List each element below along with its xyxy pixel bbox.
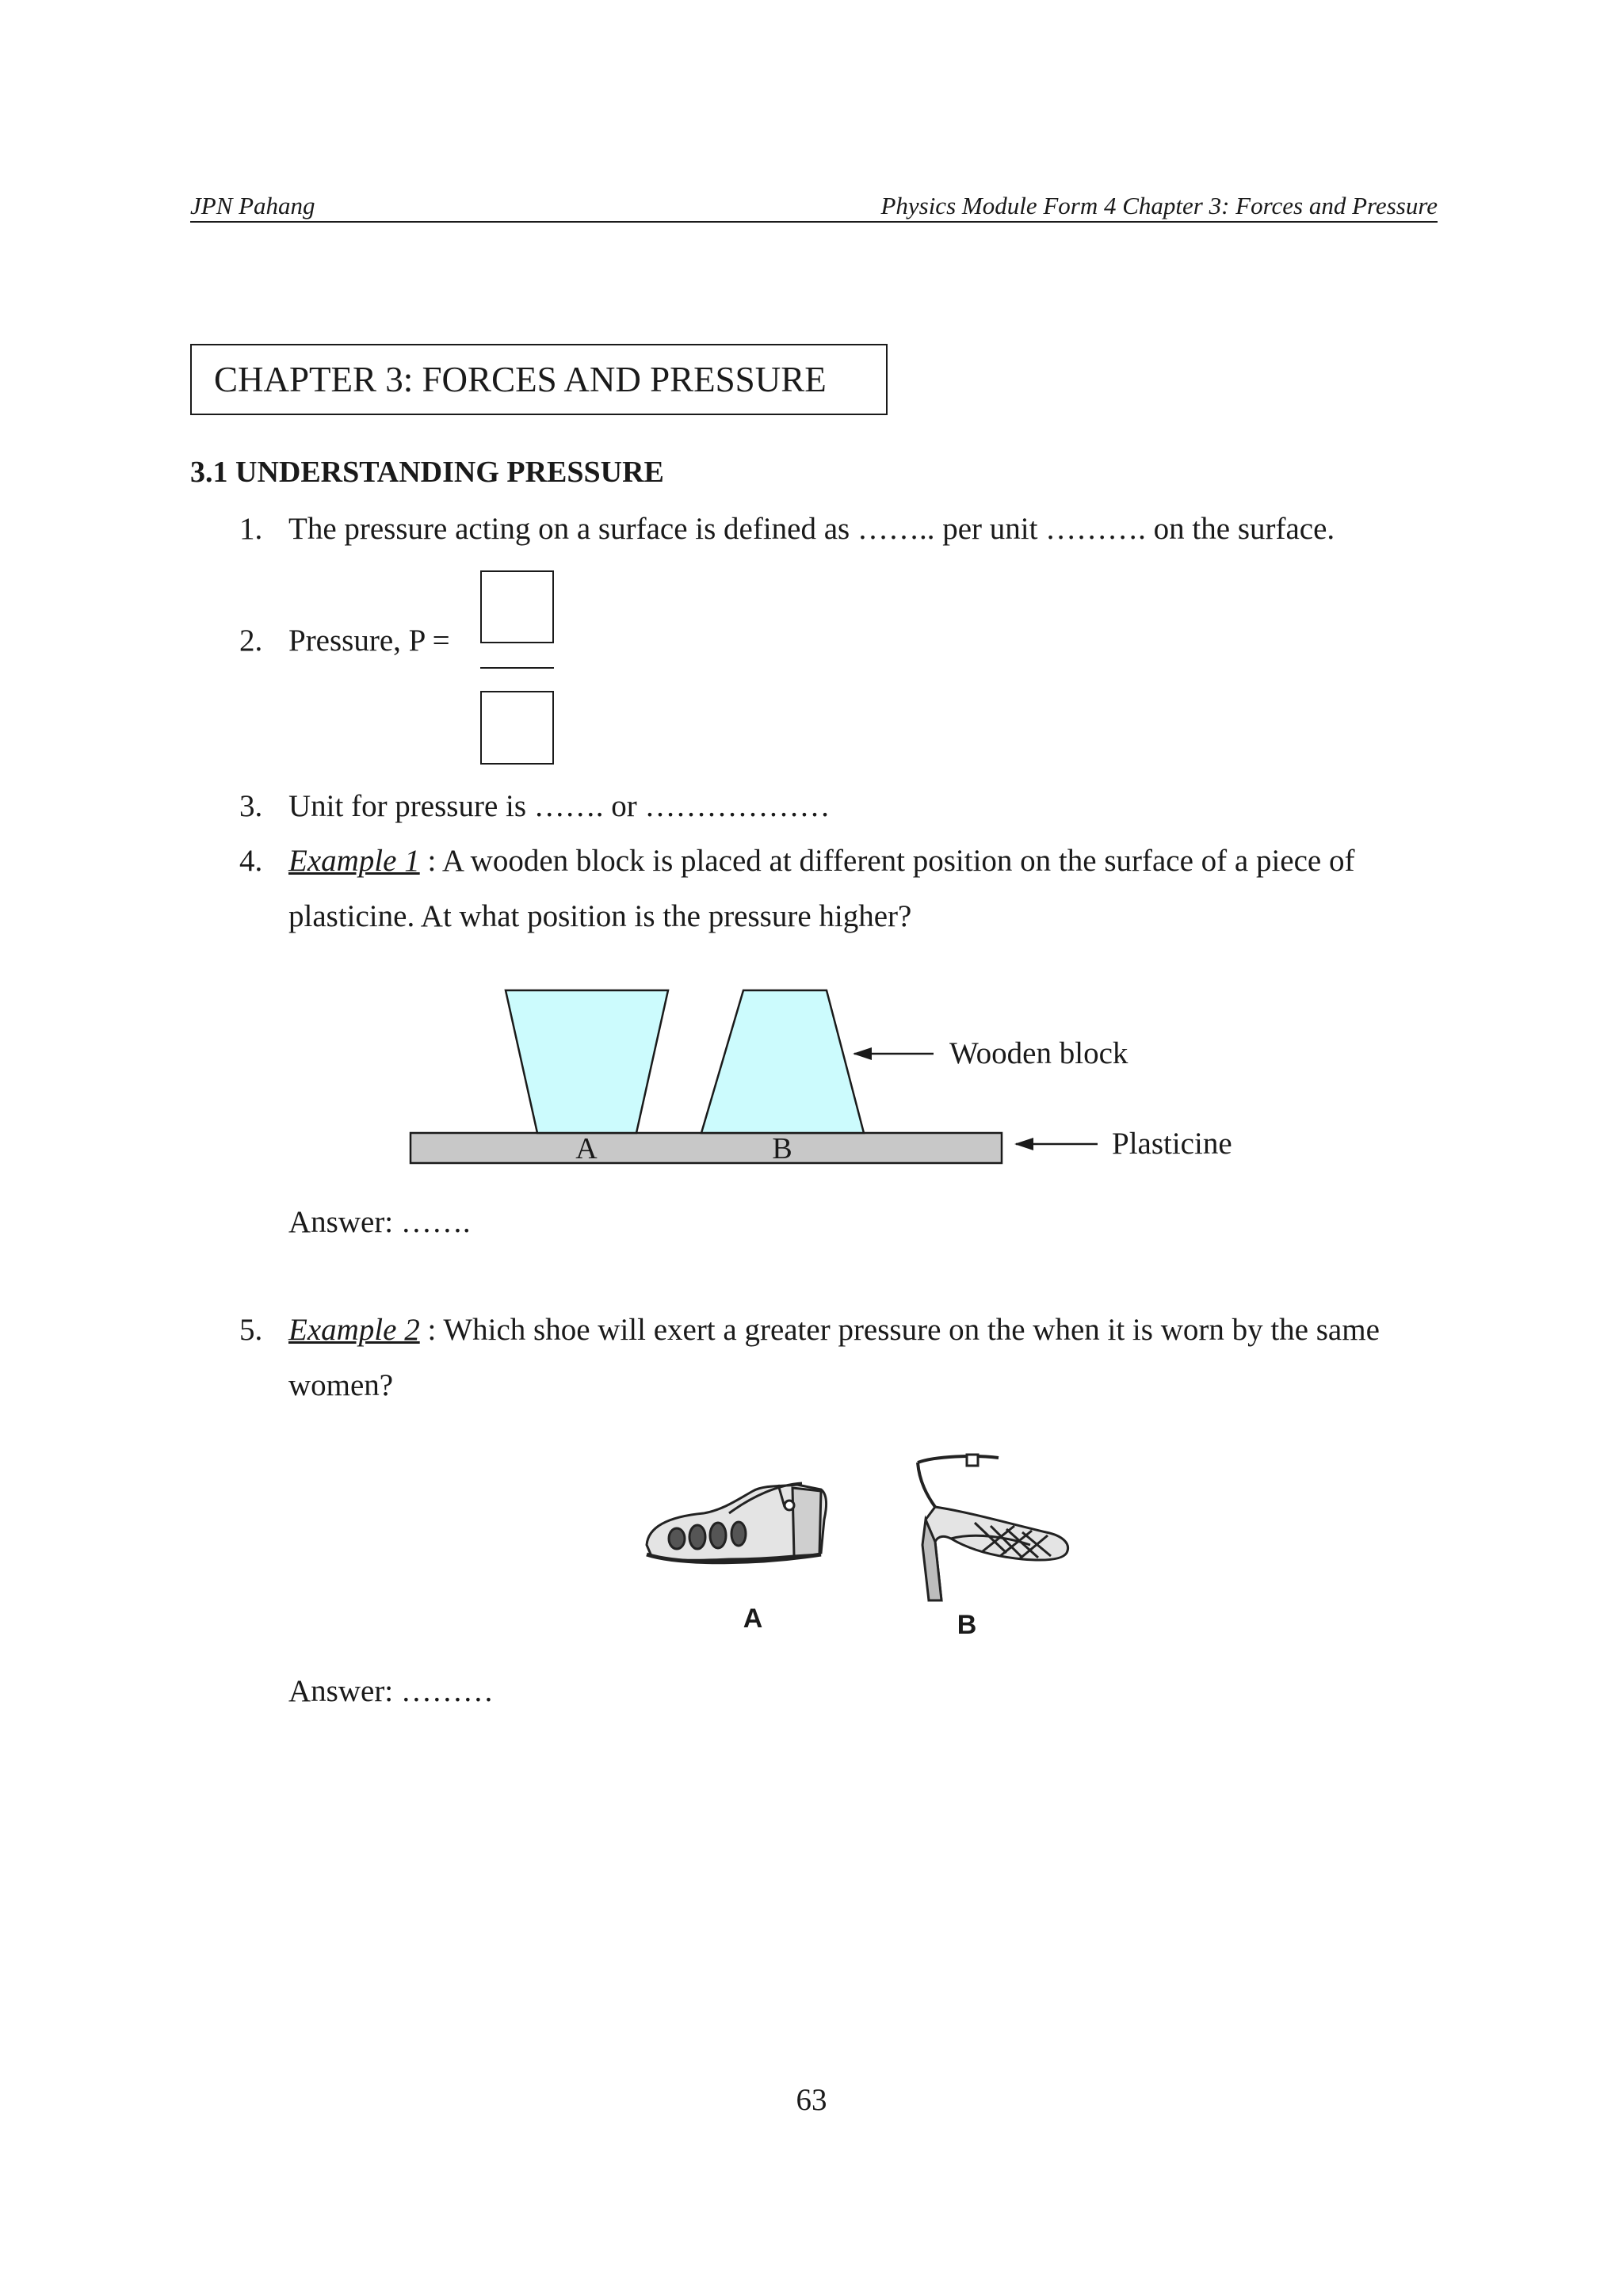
example-2-label: Example 2 — [288, 1313, 420, 1347]
header-left: JPN Pahang — [190, 192, 315, 219]
denominator-answer-box[interactable] — [480, 691, 554, 765]
wooden-block-b — [701, 990, 864, 1133]
item-3-number: 3. — [239, 789, 263, 823]
item-4-line-2: plasticine. At what position is the pressure higher? — [288, 899, 912, 933]
plasticine-label: Plasticine — [1112, 1127, 1232, 1161]
shoe-b-icon — [918, 1455, 1068, 1600]
item-4-number: 4. — [239, 844, 263, 878]
item-4-line-1 — [288, 843, 1354, 879]
item-1-text: The pressure acting on a surface is defined as …….. per unit ………. on the surface. — [288, 512, 1335, 546]
plasticine-arrow-head — [1014, 1138, 1033, 1150]
example-1-label: Example 1 — [288, 844, 420, 878]
item-5-line-1 — [288, 1312, 1380, 1348]
chapter-title: CHAPTER 3: FORCES AND PRESSURE — [190, 344, 888, 415]
section-title: 3.1 UNDERSTANDING PRESSURE — [190, 456, 664, 489]
shoe-b-label: B — [957, 1610, 977, 1640]
shoe-a-icon — [647, 1483, 827, 1562]
numerator-answer-box[interactable] — [480, 570, 554, 643]
header-rule — [190, 221, 1438, 223]
item-2-number: 2. — [239, 624, 263, 658]
answer-2: Answer: ……… — [288, 1674, 494, 1708]
item-4-text: : A wooden block is placed at different position on the surface of a piece of — [419, 844, 1355, 878]
header-right: Physics Module Form 4 Chapter 3: Forces and Pressure — [880, 192, 1438, 219]
item-3-text: Unit for pressure is ……. or ……………… — [288, 789, 831, 823]
item-5-text: : Which shoe will exert a greater pressure on the when it is worn by the same — [419, 1313, 1380, 1347]
item-1-number: 1. — [239, 512, 263, 546]
item-2-text: Pressure, P = — [288, 624, 450, 658]
fraction-line — [480, 667, 554, 669]
shoes-figure — [634, 1450, 1125, 1640]
wooden-block-figure — [396, 967, 1268, 1220]
wooden-block-a — [506, 990, 668, 1133]
answer-1: Answer: ……. — [288, 1205, 471, 1239]
item-5-line-2: women? — [288, 1368, 394, 1402]
wooden-block-label: Wooden block — [949, 1036, 1128, 1070]
plasticine-slab — [411, 1133, 1002, 1163]
item-5-number: 5. — [239, 1313, 263, 1347]
wooden-block-arrow-head — [853, 1047, 872, 1060]
position-a-label: A — [575, 1132, 598, 1165]
shoe-a-label: A — [743, 1604, 763, 1634]
page-number: 63 — [796, 2083, 827, 2117]
position-b-label: B — [772, 1132, 792, 1165]
